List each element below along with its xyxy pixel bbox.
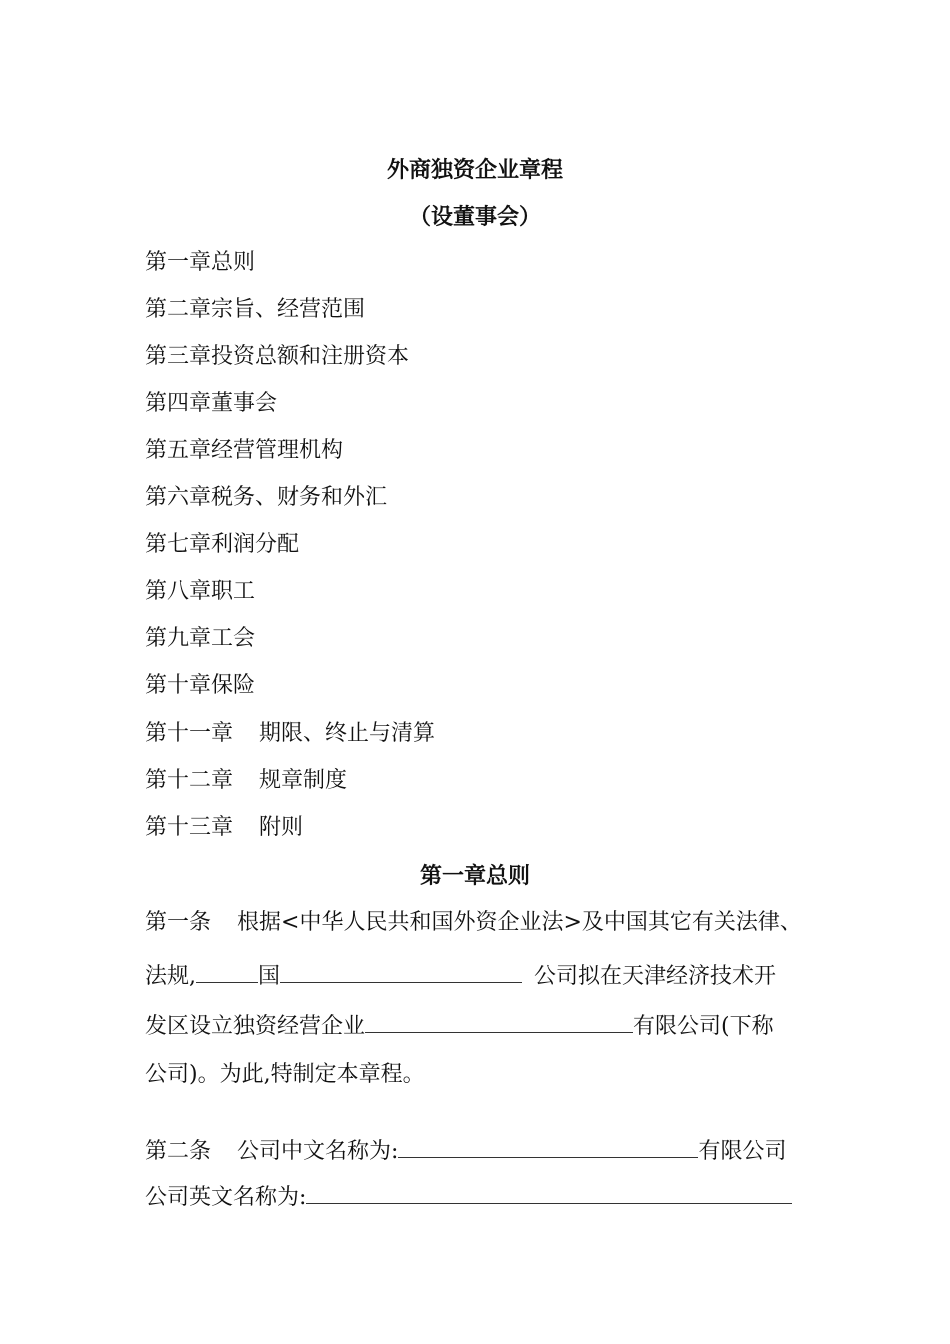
- toc-item-name: 总则: [211, 250, 256, 275]
- toc-item: [145, 483, 387, 513]
- article-text: 公司中文名称为:: [237, 1139, 399, 1164]
- toc-item: [145, 719, 435, 749]
- toc-item-number: 第九章: [145, 626, 212, 651]
- article-text: 公司)。为此,特制定本章程。: [145, 1062, 425, 1087]
- toc-item-number: 第十一章: [145, 721, 234, 746]
- company-name-blank[interactable]: [365, 1010, 633, 1033]
- toc-item-number: 第七章: [145, 532, 212, 557]
- toc-item-number: 第一章: [145, 250, 212, 275]
- article-text: 公司英文名称为:: [145, 1185, 307, 1210]
- article-text: 有限公司(下称: [633, 1014, 774, 1039]
- toc-item: [145, 624, 255, 654]
- toc-item-number: 第三章: [145, 344, 212, 369]
- toc-item-name: 宗旨、经营范围: [211, 297, 366, 322]
- toc-item-number: 第六章: [145, 485, 212, 510]
- article-line: [145, 908, 802, 938]
- toc-item-name: 投资总额和注册资本: [211, 344, 410, 369]
- toc-item: [145, 436, 343, 466]
- toc-item-number: 第八章: [145, 579, 212, 604]
- toc-item-name: 税务、财务和外汇: [211, 485, 388, 510]
- toc-item: [145, 530, 299, 560]
- toc-item-name: 经营管理机构: [211, 438, 344, 463]
- article-line: [145, 1135, 786, 1167]
- article-label: 第二条: [145, 1139, 212, 1164]
- article-line: [145, 960, 776, 992]
- toc-item-name: 职工: [211, 579, 256, 604]
- toc-item: [145, 389, 277, 419]
- country-blank[interactable]: [196, 960, 258, 983]
- article-text: 根据<中华人民共和国外资企业法>及中国其它有关法律、: [237, 910, 802, 935]
- toc-item-number: 第二章: [145, 297, 212, 322]
- document-subtitle: （设董事会）: [408, 204, 541, 230]
- chinese-name-blank[interactable]: [398, 1135, 698, 1158]
- toc-item: [145, 813, 303, 843]
- toc-item-name: 董事会: [211, 391, 278, 416]
- investor-name-blank[interactable]: [280, 960, 522, 983]
- toc-item: [145, 577, 255, 607]
- toc-item: [145, 342, 409, 372]
- toc-item-name: 保险: [211, 673, 256, 698]
- article-line: [145, 1060, 425, 1090]
- chapter-heading: 第一章总则: [419, 863, 530, 889]
- article-text: 国: [258, 964, 281, 989]
- document-title: 外商独资企业章程: [386, 157, 563, 183]
- toc-item-number: 第五章: [145, 438, 212, 463]
- toc-item-name: 期限、终止与清算: [259, 721, 436, 746]
- toc-item: [145, 766, 347, 796]
- toc-item-name: 附则: [259, 815, 304, 840]
- toc-item-name: 规章制度: [259, 768, 348, 793]
- toc-item-number: 第十二章: [145, 768, 234, 793]
- english-name-blank[interactable]: [306, 1181, 792, 1204]
- toc-item-name: 工会: [211, 626, 256, 651]
- article-text: 有限公司: [698, 1139, 787, 1164]
- article-text: 法规,: [145, 964, 196, 989]
- toc-item: [145, 671, 255, 701]
- toc-item-number: 第十三章: [145, 815, 234, 840]
- toc-item: [145, 295, 365, 325]
- article-line: [145, 1181, 792, 1213]
- toc-item-number: 第四章: [145, 391, 212, 416]
- article-text: 公司拟在天津经济技术开: [534, 964, 777, 989]
- toc-item-name: 利润分配: [211, 532, 300, 557]
- article-line: [145, 1010, 774, 1042]
- article-label: 第一条: [145, 910, 212, 935]
- toc-item-number: 第十章: [145, 673, 212, 698]
- toc-item: [145, 248, 255, 278]
- article-text: 发区设立独资经营企业: [145, 1014, 366, 1039]
